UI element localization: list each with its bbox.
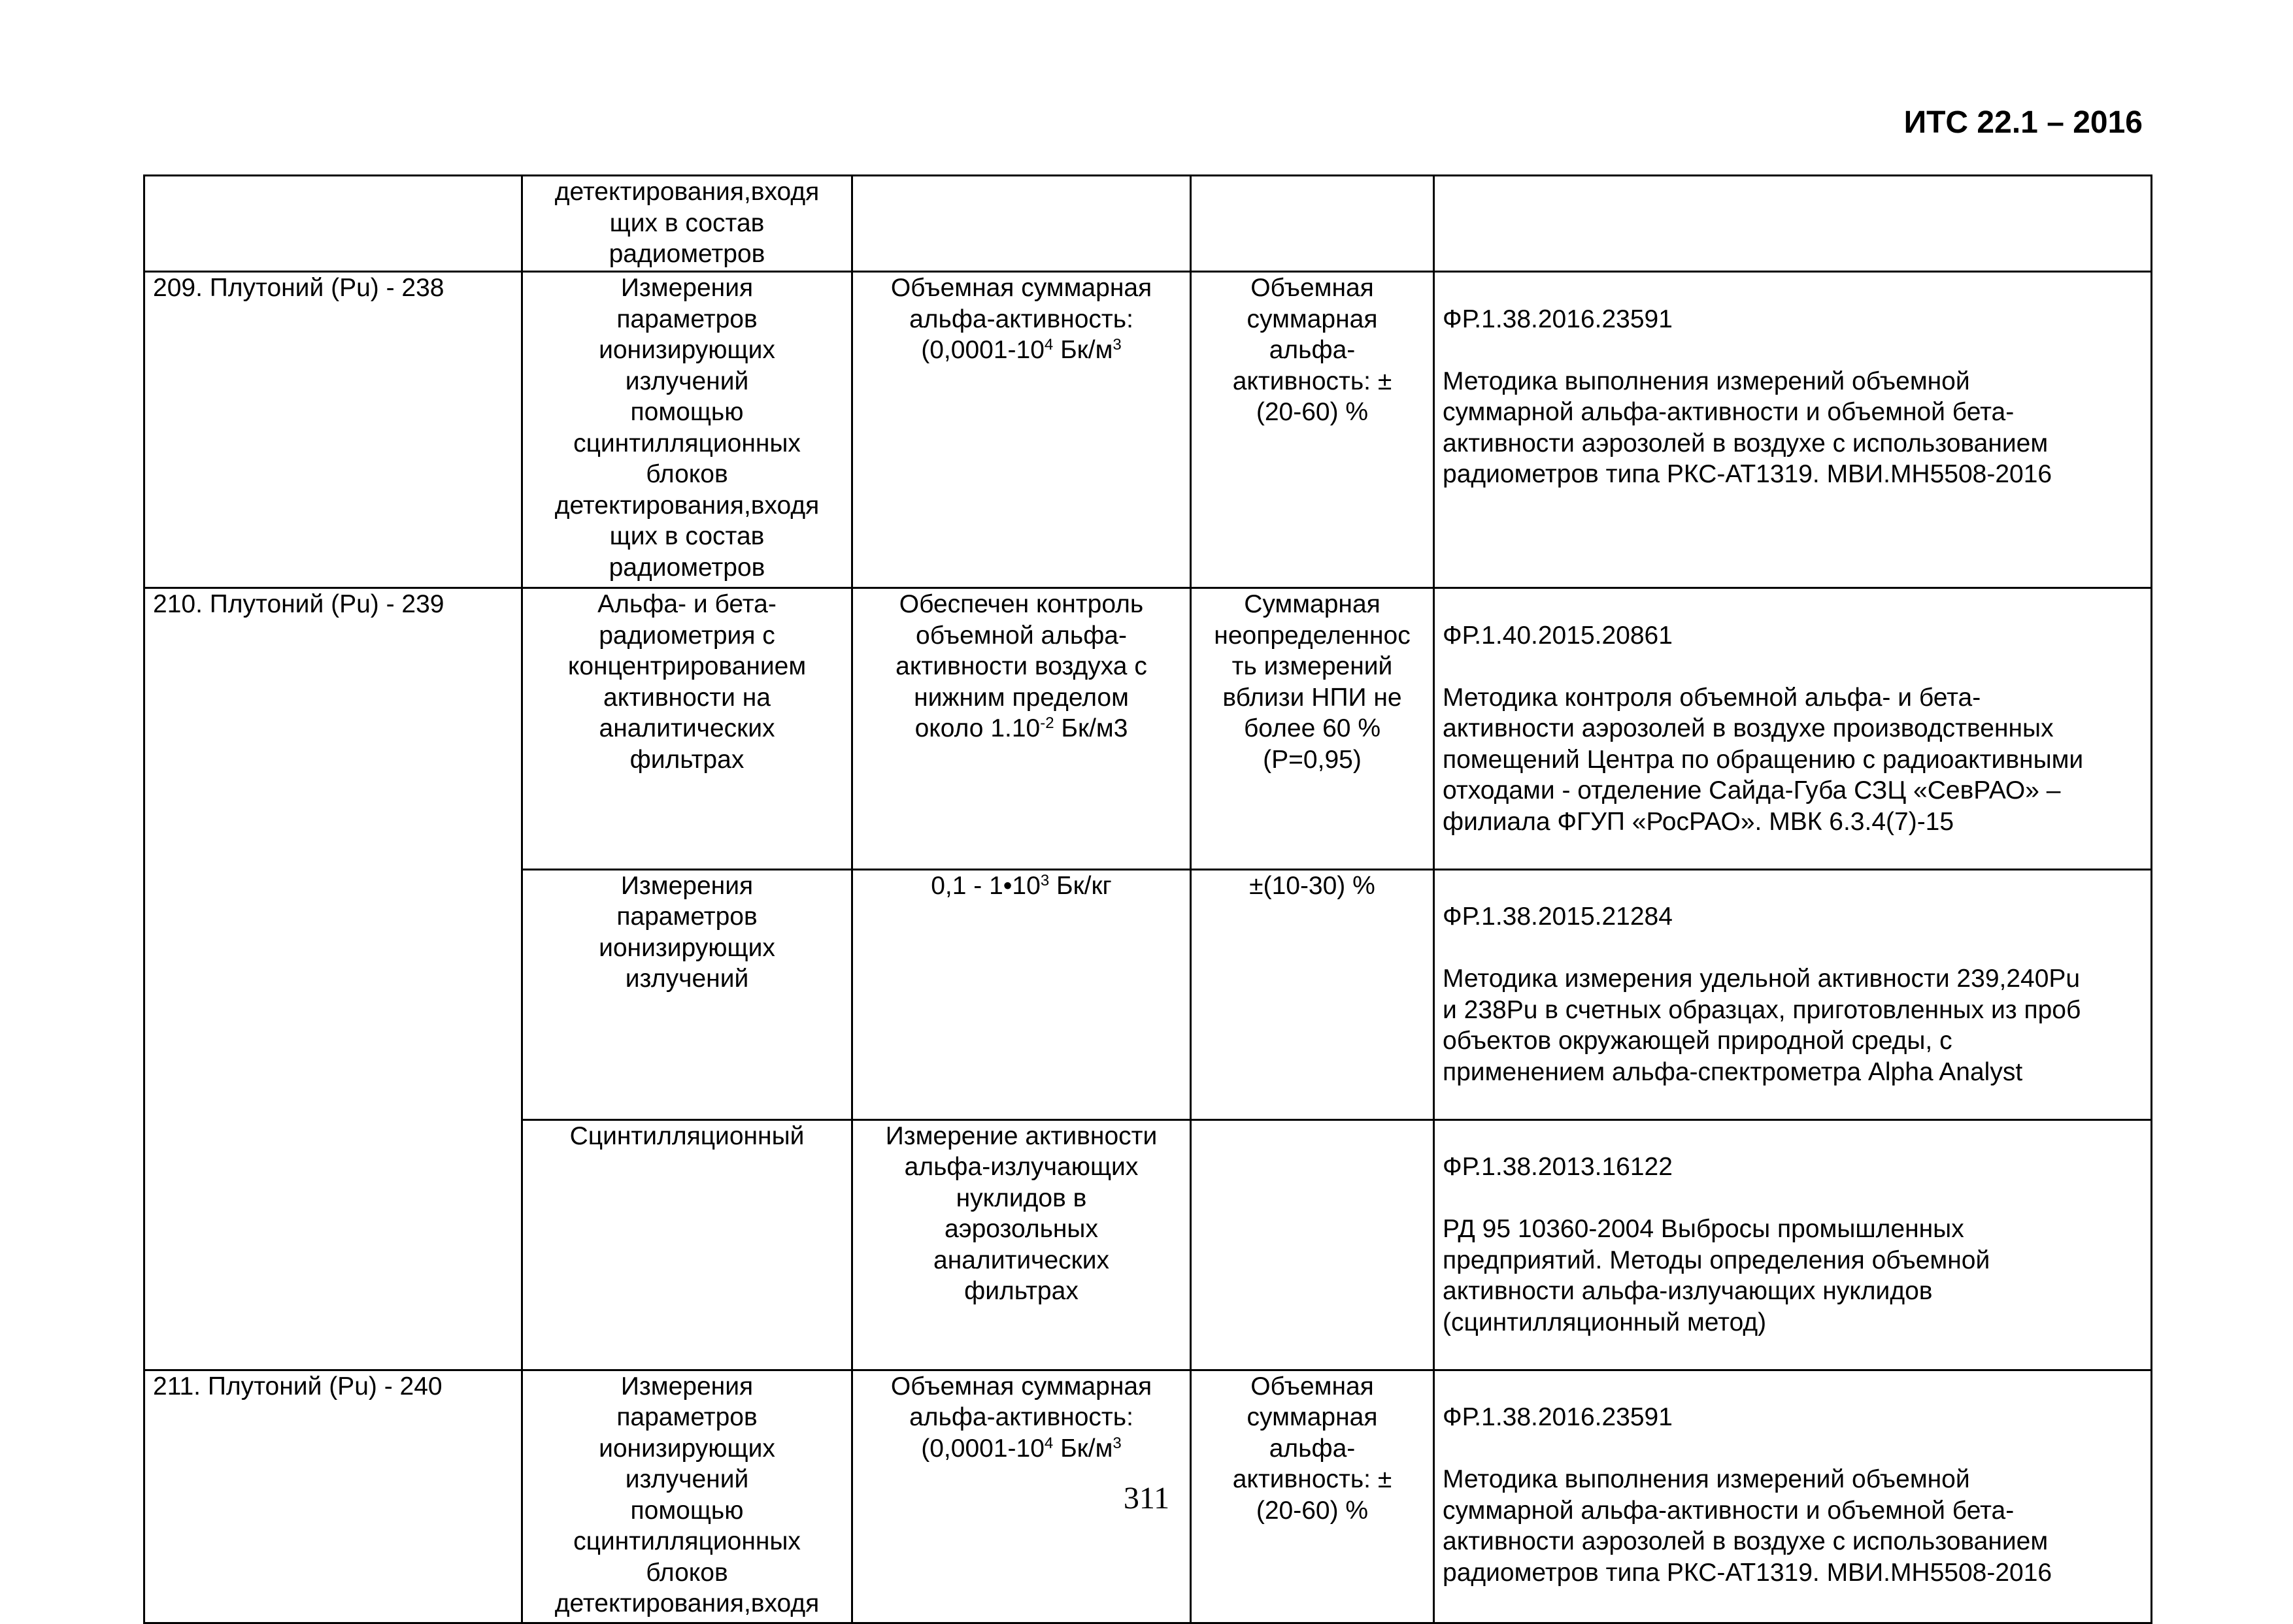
reference-text: РД 95 10360-2004 Выбросы промышленных предприятий. Методы определения объемной активности альфа-излучающих нуклидов (сцинтилляционный метод) [1443, 1215, 1990, 1336]
reference-cell [1434, 272, 2152, 588]
document-header-title: ИТС 22.1 – 2016 [1903, 105, 2143, 140]
methods-table [143, 174, 2152, 1624]
reference-code: ФР.1.38.2016.23591 [1443, 305, 1673, 333]
method-cell: детектирования,входя щих в состав радиометров [522, 176, 852, 272]
range-exponent: -2 [1040, 714, 1054, 732]
reference-code: ФР.1.38.2015.21284 [1443, 903, 1673, 931]
reference-cell [1434, 869, 2152, 1119]
range-unit: Бк/м [1053, 336, 1113, 364]
uncertainty-cell: Суммарная неопределеннос ть измерений вблизи НПИ не более 60 % (Р=0,95) [1191, 588, 1434, 870]
range-unit-exponent: 3 [1113, 1434, 1122, 1452]
method-cell: Измерения параметров ионизирующих излучений помощью сцинтилляционных блоков детектирования,входя [522, 1370, 852, 1623]
method-cell: Сцинтилляционный [522, 1119, 852, 1370]
range-text: Объемная суммарная альфа-активность: (0,0001-10 [890, 274, 1152, 364]
range-cell [852, 176, 1191, 272]
range-unit-exponent: 3 [1113, 335, 1122, 354]
range-text: Объемная суммарная альфа-активность: (0,0001-10 [890, 1372, 1152, 1463]
range-exponent: 3 [1040, 871, 1050, 889]
range-unit: Бк/м3 [1054, 714, 1128, 742]
element-cell [144, 176, 522, 272]
method-cell: Измерения параметров ионизирующих излучений помощью сцинтилляционных блоков детектирования,входя щих в состав радиометров [522, 272, 852, 588]
range-exponent: 4 [1044, 1434, 1054, 1452]
reference-cell [1434, 1119, 2152, 1370]
range-cell [852, 272, 1191, 588]
reference-text: Методика выполнения измерений объемной суммарной альфа-активности и объемной бета- активности аэрозолей в воздухе с использованием радиометров типа РКС-АТ1319. МВИ.МН5508-2016 [1443, 1465, 2052, 1587]
reference-text: Методика контроля объемной альфа- и бета- активности аэрозолей в воздухе производственных помещений Центра по обращению с радиоактивными отходами - отделение Сайда-Губа СЗЦ «СевРАО» – филиала ФГУП «РосРАО». МВК 6.3.4(7)-15 [1443, 683, 2084, 836]
uncertainty-cell: ±(10-30) % [1191, 869, 1434, 1119]
uncertainty-cell: Объемная суммарная альфа- активность: ± (20-60) % [1191, 272, 1434, 588]
range-unit: Бк/м [1053, 1434, 1113, 1463]
page-number: 311 [1123, 1481, 1170, 1516]
table-row [144, 588, 2152, 870]
range-cell [852, 869, 1191, 1119]
range-text: 0,1 - 1•10 [931, 871, 1041, 900]
uncertainty-cell: Объемная суммарная альфа- активность: ± (20-60) % [1191, 1370, 1434, 1623]
range-cell [852, 588, 1191, 870]
range-cell: Измерение активности альфа-излучающих нуклидов в аэрозольных аналитических фильтрах [852, 1119, 1191, 1370]
element-cell: 209. Плутоний (Pu) - 238 [144, 272, 522, 588]
reference-code: ФР.1.38.2016.23591 [1443, 1403, 1673, 1431]
table-row [144, 176, 2152, 272]
uncertainty-cell [1191, 176, 1434, 272]
range-text: Обеспечен контроль объемной альфа- активности воздуха с нижним пределом около 1.10 [895, 590, 1147, 742]
reference-code: ФР.1.38.2013.16122 [1443, 1153, 1673, 1181]
reference-text: Методика выполнения измерений объемной суммарной альфа-активности и объемной бета- активности аэрозолей в воздухе с использованием радиометров типа РКС-АТ1319. МВИ.МН5508-2016 [1443, 367, 2052, 488]
method-cell: Измерения параметров ионизирующих излучений [522, 869, 852, 1119]
reference-text: Методика измерения удельной активности 239,240Pu и 238Pu в счетных образцах, приготовленных из проб объектов окружающей природной среды, с применением альфа-спектрометра Alpha Analyst [1443, 965, 2081, 1086]
range-unit: Бк/кг [1049, 871, 1112, 900]
uncertainty-cell [1191, 1119, 1434, 1370]
table-row [144, 272, 2152, 588]
reference-cell [1434, 176, 2152, 272]
element-cell: 211. Плутоний (Pu) - 240 [144, 1370, 522, 1623]
element-cell: 210. Плутоний (Pu) - 239 [144, 588, 522, 1370]
reference-cell [1434, 588, 2152, 870]
range-exponent: 4 [1044, 335, 1054, 354]
reference-code: ФР.1.40.2015.20861 [1443, 621, 1673, 650]
method-cell: Альфа- и бета- радиометрия с концентрированием активности на аналитических фильтрах [522, 588, 852, 870]
